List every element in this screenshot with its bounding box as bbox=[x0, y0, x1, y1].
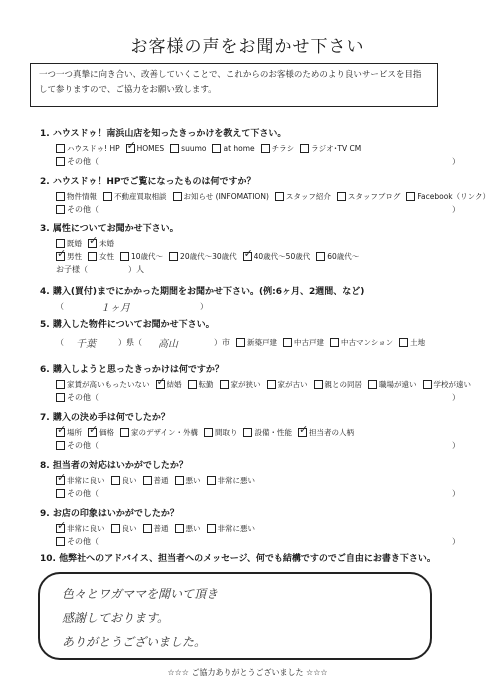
option[interactable] bbox=[243, 427, 292, 438]
checked-checkbox[interactable] bbox=[88, 428, 97, 437]
option[interactable] bbox=[143, 475, 169, 486]
question-1 bbox=[40, 126, 460, 168]
checkbox[interactable] bbox=[261, 144, 270, 153]
option[interactable] bbox=[126, 144, 165, 153]
question-7-options bbox=[56, 426, 460, 439]
checkbox[interactable] bbox=[207, 476, 216, 485]
option-label: ハウスドゥ! HP bbox=[67, 144, 120, 153]
checkbox[interactable] bbox=[316, 252, 325, 261]
question-5 bbox=[40, 317, 460, 349]
question-6-other[interactable] bbox=[56, 391, 460, 404]
checkbox[interactable] bbox=[111, 476, 120, 485]
option-label: 男性 bbox=[67, 252, 82, 261]
checkbox[interactable] bbox=[368, 380, 377, 389]
option-label: 不動産買取相談 bbox=[114, 192, 167, 201]
question-1-other[interactable] bbox=[56, 155, 460, 168]
close-paren: ） bbox=[452, 393, 460, 402]
checkbox[interactable] bbox=[120, 428, 129, 437]
option[interactable] bbox=[236, 337, 277, 348]
option[interactable] bbox=[275, 191, 331, 202]
other-label: その他（ bbox=[67, 393, 99, 402]
option[interactable] bbox=[261, 143, 295, 154]
checkbox[interactable] bbox=[314, 380, 323, 389]
option-label: 物件情報 bbox=[67, 192, 97, 201]
option-label: ラジオ･TV CM bbox=[311, 144, 362, 153]
question-3-children[interactable] bbox=[56, 263, 460, 276]
option[interactable] bbox=[120, 251, 163, 262]
checkbox[interactable] bbox=[236, 338, 245, 347]
option-label: at home bbox=[223, 144, 255, 153]
question-2-options bbox=[56, 190, 490, 203]
question-4-answer-row[interactable]: （ １ヶ月 ） bbox=[56, 300, 460, 313]
question-2 bbox=[40, 174, 490, 216]
option-label: 良い bbox=[121, 524, 137, 533]
close-paren: ） bbox=[452, 489, 460, 498]
checkbox[interactable] bbox=[103, 192, 112, 201]
checkbox[interactable] bbox=[283, 338, 292, 347]
question-7 bbox=[40, 410, 460, 452]
checkbox[interactable] bbox=[175, 476, 184, 485]
checkbox[interactable] bbox=[173, 192, 182, 201]
option[interactable] bbox=[212, 144, 254, 153]
question-2-other[interactable] bbox=[56, 203, 460, 216]
intro-box: 一つ一つ真摯に向き合い、改善していくことで、これからのお客様のためのより良いサービスを目指して参りますので、ご協力をお願い致します。 bbox=[30, 63, 438, 107]
option[interactable] bbox=[175, 475, 201, 486]
option[interactable] bbox=[156, 379, 182, 390]
question-6-options bbox=[56, 378, 471, 391]
checkbox[interactable] bbox=[207, 524, 216, 533]
option[interactable] bbox=[56, 523, 105, 534]
footer-thanks: ☆☆☆ ご協力ありがとうございました ☆☆☆ bbox=[167, 668, 328, 677]
option-label: 非常に良い bbox=[67, 476, 105, 485]
option[interactable] bbox=[111, 475, 137, 486]
checkbox[interactable] bbox=[170, 144, 179, 153]
other-label: その他（ bbox=[67, 489, 99, 498]
option[interactable] bbox=[220, 379, 261, 390]
question-2-label: 2. ハウスドゥ！HPでご覧になったものは何ですか？ bbox=[40, 177, 256, 187]
option-label: 担当者の人柄 bbox=[308, 428, 354, 437]
question-9-options bbox=[56, 522, 460, 535]
gender-options bbox=[56, 251, 120, 262]
option[interactable] bbox=[207, 523, 256, 534]
option-label: お知らせ (INFOMATION) bbox=[183, 192, 269, 201]
option-label: 結婚 bbox=[166, 380, 182, 389]
option-label: 既婚 bbox=[67, 239, 82, 248]
option[interactable] bbox=[56, 143, 120, 154]
comment-line: 感謝しております。 bbox=[62, 611, 170, 625]
comment-line: ありがとうございました。 bbox=[62, 635, 207, 649]
question-3 bbox=[40, 221, 460, 276]
checkbox[interactable] bbox=[188, 380, 197, 389]
question-4 bbox=[40, 284, 460, 313]
option[interactable] bbox=[423, 379, 472, 390]
option-label: 家のデザイン・外構 bbox=[131, 428, 198, 437]
option-label: 20歳代～30歳代 bbox=[180, 252, 237, 261]
option-label: 中古マンション bbox=[341, 338, 394, 347]
checkbox[interactable] bbox=[243, 428, 252, 437]
checkbox[interactable] bbox=[111, 524, 120, 533]
checkbox[interactable] bbox=[143, 524, 152, 533]
checked-checkbox[interactable] bbox=[88, 239, 97, 248]
option-label: 家が狭い bbox=[230, 380, 261, 389]
option-label: 非常に悪い bbox=[217, 476, 255, 485]
option-label: HOMES bbox=[136, 144, 165, 153]
city-answer: 高山 bbox=[158, 339, 178, 350]
option[interactable] bbox=[88, 427, 114, 438]
option-label: 家賃が高いもったいない bbox=[67, 380, 150, 389]
question-3-label: 3. 属性についてお聞かせ下さい。 bbox=[40, 224, 179, 234]
option[interactable] bbox=[314, 379, 363, 390]
option[interactable] bbox=[243, 251, 311, 262]
checkbox[interactable] bbox=[56, 157, 65, 166]
checkbox[interactable] bbox=[423, 380, 432, 389]
question-8 bbox=[40, 458, 460, 500]
checkbox[interactable] bbox=[337, 192, 346, 201]
option-label: 悪い bbox=[185, 476, 201, 485]
option[interactable] bbox=[337, 191, 401, 202]
checkbox[interactable] bbox=[56, 441, 65, 450]
checkbox[interactable] bbox=[143, 476, 152, 485]
other-label: その他（ bbox=[67, 537, 99, 546]
checked-checkbox[interactable] bbox=[56, 476, 65, 485]
comment-line: 色々とワガママを聞いて頂き bbox=[62, 587, 219, 601]
option-label: 職場が遠い bbox=[379, 380, 417, 389]
question-10-label: 10. 他弊社へのアドバイス、担当者へのメッセージ、何でも結構ですのでご自由にお書き下さい。 bbox=[40, 554, 436, 564]
option-label: 設備・性能 bbox=[254, 428, 292, 437]
question-8-label: 8. 担当者の対応はいかがでしたか？ bbox=[40, 461, 188, 471]
checkbox[interactable] bbox=[56, 144, 65, 153]
question-1-label: 1. ハウスドゥ！南浜山店を知ったきっかけを教えて下さい。 bbox=[40, 129, 287, 139]
option[interactable] bbox=[103, 191, 167, 202]
question-6-label: 6. 購入しようと思ったきっかけは何ですか？ bbox=[40, 365, 224, 375]
option-label: 中古戸建 bbox=[294, 338, 324, 347]
question-5-answer-row[interactable]: （ 千葉 ）県（ 高山 ）市 新築戸建 中古戸建 中古マンション 土地 bbox=[56, 336, 460, 349]
city-suffix: ）市 bbox=[214, 338, 230, 347]
close-paren: ） bbox=[452, 537, 460, 546]
prefecture-suffix: ）県（ bbox=[118, 338, 142, 347]
option-label: 悪い bbox=[185, 524, 201, 533]
checkbox[interactable] bbox=[56, 380, 65, 389]
property-type-options bbox=[236, 337, 431, 348]
option[interactable] bbox=[175, 523, 201, 534]
option-label: チラシ bbox=[271, 144, 295, 153]
option-label: スタッフブログ bbox=[347, 192, 401, 201]
option-label: 60歳代～ bbox=[327, 252, 360, 261]
checkbox[interactable] bbox=[406, 192, 415, 201]
option-label: 10歳代～ bbox=[131, 252, 164, 261]
checked-checkbox[interactable] bbox=[126, 144, 135, 153]
checkbox[interactable] bbox=[56, 393, 65, 402]
close-paren: ） bbox=[452, 205, 460, 214]
option[interactable] bbox=[368, 379, 417, 390]
option[interactable] bbox=[406, 191, 490, 202]
checkbox[interactable] bbox=[220, 380, 229, 389]
close-paren: ） bbox=[452, 157, 460, 166]
checked-checkbox[interactable] bbox=[156, 380, 165, 389]
checkbox[interactable] bbox=[88, 252, 97, 261]
option[interactable] bbox=[399, 337, 425, 348]
other-label: その他（ bbox=[67, 205, 99, 214]
question-10 bbox=[40, 551, 460, 567]
question-8-other[interactable] bbox=[56, 487, 460, 500]
option-label: 40歳代～50歳代 bbox=[253, 252, 311, 261]
option-label: 学校が遠い bbox=[433, 380, 471, 389]
checkbox[interactable] bbox=[267, 380, 276, 389]
checkbox[interactable] bbox=[169, 252, 178, 261]
question-7-other[interactable] bbox=[56, 439, 460, 452]
option[interactable] bbox=[283, 337, 324, 348]
option-label: 家が古い bbox=[277, 380, 308, 389]
option[interactable] bbox=[330, 337, 393, 348]
checked-checkbox[interactable] bbox=[243, 252, 252, 261]
checkbox[interactable] bbox=[56, 205, 65, 214]
close-paren: ） bbox=[200, 302, 208, 311]
prefecture-answer: 千葉 bbox=[76, 339, 96, 350]
option-label: 新築戸建 bbox=[247, 338, 277, 347]
question-9-other[interactable] bbox=[56, 535, 460, 548]
question-9 bbox=[40, 506, 460, 548]
option-label: 非常に良い bbox=[67, 524, 105, 533]
close-paren: ） bbox=[452, 441, 460, 450]
age-options bbox=[120, 251, 365, 262]
option[interactable] bbox=[111, 523, 137, 534]
question-8-options bbox=[56, 474, 460, 487]
question-3-marital bbox=[56, 237, 460, 250]
checked-checkbox[interactable] bbox=[56, 428, 65, 437]
question-4-label: 4. 購入(買付)までにかかった期間をお聞かせ下さい。(例:6ヶ月、2週間、など) bbox=[40, 287, 365, 297]
page-title: お客様の声をお聞かせ下さい bbox=[130, 37, 365, 57]
option-label: 女性 bbox=[99, 252, 114, 261]
question-3-gender-age bbox=[56, 250, 460, 263]
option[interactable] bbox=[120, 427, 198, 438]
option-label: 価格 bbox=[99, 428, 114, 437]
option[interactable] bbox=[88, 238, 114, 249]
period-answer: １ヶ月 bbox=[100, 303, 130, 314]
option[interactable] bbox=[170, 144, 206, 153]
option[interactable] bbox=[298, 427, 354, 438]
option[interactable] bbox=[56, 427, 82, 438]
other-label: その他（ bbox=[67, 157, 99, 166]
question-9-label: 9. お店の印象はいかがでしたか？ bbox=[40, 509, 179, 519]
option[interactable] bbox=[300, 143, 361, 154]
option[interactable] bbox=[188, 379, 214, 390]
option[interactable] bbox=[173, 191, 269, 202]
option-label: Facebook（リンク） bbox=[417, 192, 490, 201]
option[interactable] bbox=[56, 251, 82, 262]
option[interactable] bbox=[204, 427, 238, 438]
option-label: 間取り bbox=[214, 428, 238, 437]
checkbox[interactable] bbox=[56, 489, 65, 498]
option[interactable] bbox=[316, 251, 359, 262]
checkbox[interactable] bbox=[175, 524, 184, 533]
checkbox[interactable] bbox=[399, 338, 408, 347]
option-label: 普通 bbox=[153, 476, 169, 485]
option-label: 未婚 bbox=[99, 239, 114, 248]
option-label: 非常に悪い bbox=[217, 524, 255, 533]
children-unit: ）人 bbox=[128, 265, 144, 274]
question-1-options bbox=[56, 142, 460, 155]
option[interactable] bbox=[207, 475, 256, 486]
checkbox[interactable] bbox=[300, 144, 309, 153]
checkbox[interactable] bbox=[56, 537, 65, 546]
option[interactable] bbox=[143, 523, 169, 534]
checkbox[interactable] bbox=[330, 338, 339, 347]
option-label: 転勤 bbox=[198, 380, 214, 389]
option-label: 親との同居 bbox=[324, 380, 362, 389]
option[interactable] bbox=[267, 379, 308, 390]
option[interactable] bbox=[56, 379, 150, 390]
checkbox[interactable] bbox=[275, 192, 284, 201]
question-6 bbox=[40, 362, 471, 404]
question-5-label: 5. 購入した物件についてお聞かせ下さい。 bbox=[40, 320, 215, 330]
free-comment-box[interactable] bbox=[38, 572, 432, 660]
checkbox[interactable] bbox=[212, 144, 221, 153]
option[interactable] bbox=[88, 251, 114, 262]
checkbox[interactable] bbox=[204, 428, 213, 437]
option-label: 普通 bbox=[153, 524, 169, 533]
checked-checkbox[interactable] bbox=[298, 428, 307, 437]
option[interactable] bbox=[56, 191, 97, 202]
other-label: その他（ bbox=[67, 441, 99, 450]
option-label: 良い bbox=[121, 476, 137, 485]
checked-checkbox[interactable] bbox=[56, 524, 65, 533]
checkbox[interactable] bbox=[56, 192, 65, 201]
children-label: お子様（ bbox=[56, 265, 88, 274]
question-7-label: 7. 購入の決め手は何でしたか？ bbox=[40, 413, 170, 423]
option-label: suumo bbox=[181, 144, 207, 153]
option[interactable] bbox=[56, 475, 105, 486]
checkbox[interactable] bbox=[120, 252, 129, 261]
option[interactable] bbox=[169, 251, 237, 262]
checked-checkbox[interactable] bbox=[56, 252, 65, 261]
option-label: 土地 bbox=[410, 338, 426, 347]
option-label: スタッフ紹介 bbox=[285, 192, 331, 201]
option-label: 場所 bbox=[67, 428, 82, 437]
